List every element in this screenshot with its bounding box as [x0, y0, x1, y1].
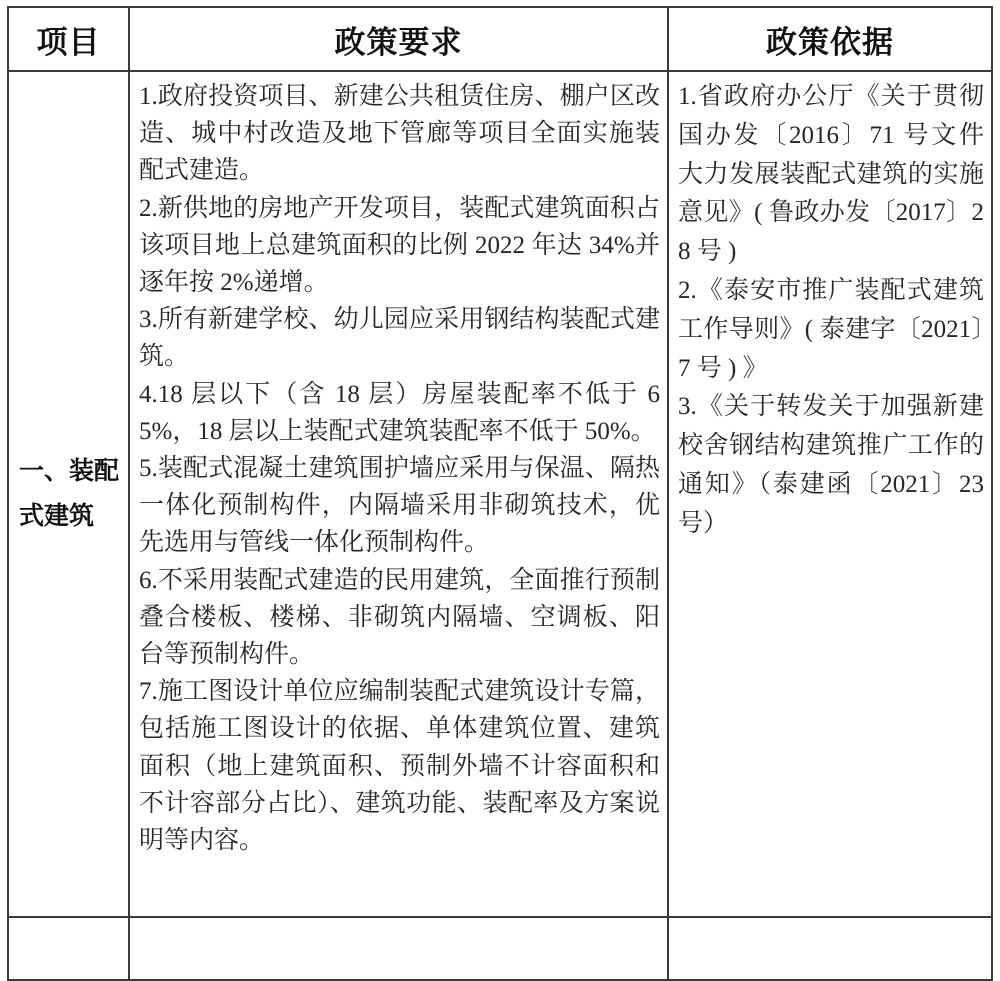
- row-requirements-cell: [129, 71, 668, 917]
- basis-paragraph: 1.省政府办公厅《关于贯彻国办发〔2016〕71 号文件大力发展装配式建筑的实施意见》( 鲁政办发〔2017〕28 号 ): [678, 83, 984, 266]
- next-row-partial: [8, 917, 992, 980]
- requirement-paragraph: 1.政府投资项目、新建公共租赁住房、棚户区改造、城中村改造及地下管廊等项目全面实施装配式建造。: [139, 83, 660, 185]
- row-item-cell: [8, 71, 129, 917]
- requirement-paragraph: 5.装配式混凝土建筑围护墙应采用与保温、隔热一体化预制构件，内隔墙采用非砌筑技术，优先选用与管线一体化预制构件。: [139, 455, 660, 557]
- policy-table: [7, 6, 993, 981]
- requirement-paragraph: 7.施工图设计单位应编制装配式建筑设计专篇，包括施工图设计的依据、单体建筑位置、建筑面积（地上建筑面积、预制外墙不计容面积和不计容部分占比）、建筑功能、装配率及方案说明等内容。: [139, 678, 660, 855]
- basis-paragraph: 2.《泰安市推广装配式建筑工作导则》( 泰建字〔2021〕7 号 ) 》: [678, 276, 984, 382]
- table-row: [8, 71, 992, 917]
- row-item-label: 一、装配式建筑: [19, 458, 120, 531]
- requirement-paragraph: 6.不采用装配式建造的民用建筑，全面推行预制叠合楼板、楼梯、非砌筑内隔墙、空调板、阳台等预制构件。: [139, 566, 660, 669]
- requirement-paragraph: 3.所有新建学校、幼儿园应采用钢结构装配式建筑。: [139, 306, 660, 371]
- requirement-paragraph: 2.新供地的房地产开发项目，装配式建筑面积占该项目地上总建筑面积的比例 2022 年达 34%并逐年按 2%递增。: [139, 194, 660, 297]
- next-row-item-cell: [8, 917, 129, 980]
- row-basis-cell: [668, 71, 992, 917]
- basis-paragraph: 3.《关于转发关于加强新建校舍钢结构建筑推广工作的通知》（泰建函〔2021〕23 号）: [678, 393, 984, 537]
- next-row-basis-cell: [668, 917, 992, 980]
- header-item: 项目: [8, 7, 129, 71]
- header-basis: 政策依据: [668, 7, 992, 71]
- requirement-paragraph: 4.18 层以下（含 18 层）房屋装配率不低于 65%，18 层以上装配式建筑装配率不低于 50%。: [139, 380, 660, 445]
- header-row: [8, 7, 992, 71]
- header-requirement: 政策要求: [129, 7, 668, 71]
- next-row-requirements-cell: [129, 917, 668, 980]
